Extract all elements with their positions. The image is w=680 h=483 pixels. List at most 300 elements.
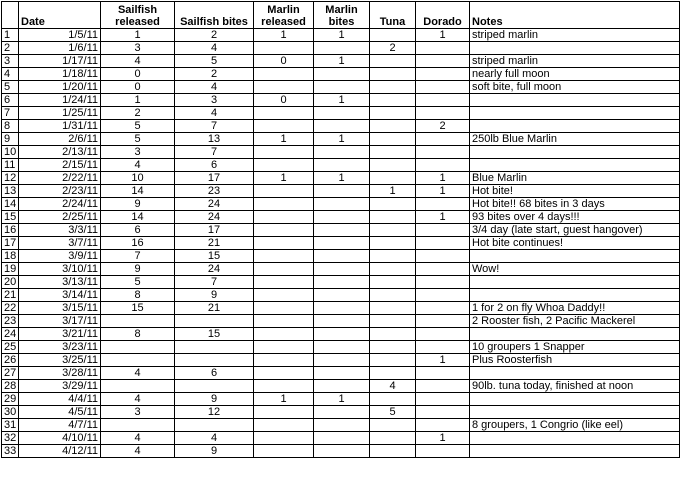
marlin-bites-cell [314,302,370,315]
table-row [2,419,680,432]
date-cell: 3/3/11 [19,224,101,237]
marlin-bites-cell [314,380,370,393]
sailfish-bites-cell: 7 [175,276,254,289]
header-sailfish-bites: Sailfish bites [175,2,254,29]
date-cell: 3/10/11 [19,263,101,276]
date-cell: 1/18/11 [19,68,101,81]
tuna-cell [370,94,416,107]
sailfish-bites-cell: 24 [175,211,254,224]
sailfish-released-cell: 4 [101,432,175,445]
dorado-cell [416,445,470,458]
dorado-cell: 1 [416,185,470,198]
date-cell: 1/6/11 [19,42,101,55]
notes-cell: 2 Rooster fish, 2 Pacific Mackerel [470,315,680,328]
header-dorado: Dorado [416,2,470,29]
table-row [2,354,680,367]
sailfish-released-cell: 4 [101,159,175,172]
row-number: 14 [2,198,19,211]
marlin-released-cell [254,211,314,224]
notes-cell [470,250,680,263]
table-row [2,198,680,211]
dorado-cell: 2 [416,120,470,133]
tuna-cell [370,432,416,445]
dorado-cell [416,237,470,250]
marlin-bites-cell: 1 [314,55,370,68]
marlin-bites-cell [314,354,370,367]
row-number: 9 [2,133,19,146]
table-row [2,406,680,419]
sailfish-released-cell: 8 [101,289,175,302]
dorado-cell [416,302,470,315]
tuna-cell [370,393,416,406]
marlin-released-cell: 0 [254,55,314,68]
dorado-cell [416,224,470,237]
table-row [2,250,680,263]
marlin-bites-cell [314,289,370,302]
sailfish-released-cell: 5 [101,120,175,133]
row-number: 1 [2,29,19,42]
sailfish-bites-cell: 9 [175,289,254,302]
dorado-cell [416,341,470,354]
notes-cell [470,393,680,406]
header-notes: Notes [470,2,680,29]
table-row [2,146,680,159]
table-row [2,42,680,55]
sailfish-released-cell: 8 [101,328,175,341]
row-number: 22 [2,302,19,315]
notes-cell: Hot bite!! 68 bites in 3 days [470,198,680,211]
tuna-cell [370,55,416,68]
marlin-bites-cell [314,68,370,81]
table-row [2,120,680,133]
marlin-bites-cell: 1 [314,133,370,146]
dorado-cell [416,159,470,172]
dorado-cell [416,250,470,263]
date-cell: 3/28/11 [19,367,101,380]
sailfish-bites-cell: 4 [175,107,254,120]
marlin-bites-cell [314,146,370,159]
date-cell: 3/9/11 [19,250,101,263]
notes-cell: 250lb Blue Marlin [470,133,680,146]
tuna-cell [370,120,416,133]
marlin-released-cell [254,42,314,55]
table-row [2,276,680,289]
header-sailfish-released: Sailfish released [101,2,175,29]
date-cell: 1/25/11 [19,107,101,120]
marlin-released-cell [254,445,314,458]
row-number: 7 [2,107,19,120]
date-cell: 3/23/11 [19,341,101,354]
tuna-cell [370,211,416,224]
date-cell: 3/7/11 [19,237,101,250]
dorado-cell [416,107,470,120]
sailfish-released-cell: 15 [101,302,175,315]
sailfish-bites-cell: 21 [175,302,254,315]
tuna-cell [370,263,416,276]
date-cell: 3/17/11 [19,315,101,328]
dorado-cell: 1 [416,29,470,42]
sailfish-bites-cell: 21 [175,237,254,250]
marlin-released-cell [254,328,314,341]
notes-cell [470,445,680,458]
sailfish-released-cell: 0 [101,81,175,94]
sailfish-released-cell: 5 [101,276,175,289]
date-cell: 2/25/11 [19,211,101,224]
marlin-bites-cell [314,263,370,276]
notes-cell: Hot bite! [470,185,680,198]
sailfish-released-cell: 1 [101,29,175,42]
row-number: 15 [2,211,19,224]
marlin-bites-cell: 1 [314,393,370,406]
marlin-released-cell [254,185,314,198]
table-row [2,159,680,172]
notes-cell: 3/4 day (late start, guest hangover) [470,224,680,237]
table-row [2,185,680,198]
dorado-cell [416,289,470,302]
sailfish-released-cell: 7 [101,250,175,263]
sailfish-bites-cell: 4 [175,42,254,55]
sailfish-bites-cell: 7 [175,120,254,133]
sailfish-released-cell: 9 [101,263,175,276]
notes-cell: 8 groupers, 1 Congrio (like eel) [470,419,680,432]
table-row [2,315,680,328]
row-number: 20 [2,276,19,289]
dorado-cell [416,81,470,94]
marlin-released-cell [254,81,314,94]
marlin-released-cell [254,237,314,250]
table-row [2,328,680,341]
date-cell: 4/12/11 [19,445,101,458]
sailfish-released-cell: 1 [101,94,175,107]
table-row [2,172,680,185]
tuna-cell [370,419,416,432]
notes-cell: Blue Marlin [470,172,680,185]
dorado-cell [416,419,470,432]
tuna-cell [370,81,416,94]
notes-cell [470,107,680,120]
date-cell: 2/23/11 [19,185,101,198]
marlin-released-cell [254,367,314,380]
marlin-released-cell [254,120,314,133]
row-number: 8 [2,120,19,133]
marlin-released-cell [254,406,314,419]
sailfish-bites-cell: 2 [175,68,254,81]
date-cell: 1/31/11 [19,120,101,133]
sailfish-released-cell: 10 [101,172,175,185]
tuna-cell [370,29,416,42]
marlin-bites-cell: 1 [314,94,370,107]
header-marlin-released: Marlin released [254,2,314,29]
dorado-cell [416,68,470,81]
row-number: 6 [2,94,19,107]
fishing-log-table [1,1,680,458]
dorado-cell: 1 [416,172,470,185]
row-number: 12 [2,172,19,185]
marlin-released-cell: 0 [254,94,314,107]
dorado-cell [416,198,470,211]
sailfish-bites-cell: 5 [175,55,254,68]
sailfish-bites-cell: 9 [175,393,254,406]
sailfish-released-cell: 4 [101,55,175,68]
table-row [2,29,680,42]
marlin-bites-cell [314,120,370,133]
tuna-cell: 5 [370,406,416,419]
marlin-released-cell [254,263,314,276]
tuna-cell [370,341,416,354]
tuna-cell [370,289,416,302]
marlin-bites-cell [314,250,370,263]
sailfish-bites-cell [175,380,254,393]
notes-cell: Plus Roosterfish [470,354,680,367]
row-number: 33 [2,445,19,458]
notes-cell: striped marlin [470,29,680,42]
dorado-cell [416,367,470,380]
row-number: 19 [2,263,19,276]
marlin-released-cell [254,341,314,354]
tuna-cell [370,237,416,250]
table-row [2,445,680,458]
sailfish-released-cell: 2 [101,107,175,120]
row-number: 18 [2,250,19,263]
row-number: 4 [2,68,19,81]
date-cell: 1/24/11 [19,94,101,107]
marlin-bites-cell [314,276,370,289]
marlin-bites-cell [314,328,370,341]
notes-cell [470,328,680,341]
tuna-cell [370,445,416,458]
sailfish-released-cell [101,380,175,393]
date-cell: 3/29/11 [19,380,101,393]
notes-cell [470,367,680,380]
sailfish-released-cell [101,315,175,328]
marlin-bites-cell [314,419,370,432]
dorado-cell [416,94,470,107]
table-row [2,68,680,81]
dorado-cell [416,328,470,341]
table-row [2,302,680,315]
sailfish-bites-cell: 15 [175,250,254,263]
table-row [2,107,680,120]
marlin-released-cell [254,302,314,315]
row-number: 31 [2,419,19,432]
table-row [2,393,680,406]
dorado-cell [416,315,470,328]
notes-cell [470,432,680,445]
marlin-bites-cell [314,432,370,445]
marlin-released-cell: 1 [254,29,314,42]
row-number: 17 [2,237,19,250]
marlin-bites-cell [314,107,370,120]
sailfish-bites-cell: 2 [175,29,254,42]
date-cell: 3/15/11 [19,302,101,315]
tuna-cell [370,315,416,328]
date-cell: 3/13/11 [19,276,101,289]
marlin-released-cell [254,146,314,159]
sailfish-released-cell: 3 [101,406,175,419]
marlin-released-cell [254,315,314,328]
row-number: 5 [2,81,19,94]
marlin-bites-cell [314,198,370,211]
marlin-released-cell: 1 [254,133,314,146]
notes-cell [470,406,680,419]
marlin-bites-cell: 1 [314,29,370,42]
table-row [2,237,680,250]
sailfish-bites-cell: 24 [175,263,254,276]
table-row [2,432,680,445]
table-row [2,224,680,237]
tuna-cell [370,133,416,146]
marlin-bites-cell [314,159,370,172]
sailfish-released-cell: 14 [101,211,175,224]
notes-cell: Hot bite continues! [470,237,680,250]
marlin-released-cell [254,380,314,393]
tuna-cell [370,367,416,380]
table-row [2,81,680,94]
tuna-cell [370,146,416,159]
notes-cell [470,276,680,289]
sailfish-bites-cell: 17 [175,224,254,237]
row-number: 10 [2,146,19,159]
marlin-bites-cell [314,224,370,237]
dorado-cell [416,406,470,419]
date-cell: 2/13/11 [19,146,101,159]
sailfish-bites-cell [175,419,254,432]
dorado-cell [416,55,470,68]
dorado-cell: 1 [416,354,470,367]
header-date: Date [19,2,101,29]
sailfish-released-cell: 3 [101,146,175,159]
notes-cell [470,146,680,159]
marlin-released-cell: 1 [254,393,314,406]
marlin-released-cell [254,289,314,302]
row-number: 11 [2,159,19,172]
marlin-bites-cell [314,185,370,198]
marlin-bites-cell [314,341,370,354]
notes-cell: nearly full moon [470,68,680,81]
sailfish-released-cell: 4 [101,393,175,406]
tuna-cell [370,68,416,81]
header-row-number [2,2,19,29]
sailfish-bites-cell [175,354,254,367]
marlin-bites-cell [314,42,370,55]
notes-cell [470,159,680,172]
sailfish-bites-cell: 6 [175,159,254,172]
sailfish-released-cell [101,341,175,354]
sailfish-bites-cell: 3 [175,94,254,107]
tuna-cell [370,250,416,263]
row-number: 30 [2,406,19,419]
sailfish-released-cell [101,354,175,367]
tuna-cell: 4 [370,380,416,393]
sailfish-bites-cell: 6 [175,367,254,380]
marlin-released-cell [254,68,314,81]
notes-cell [470,94,680,107]
dorado-cell [416,393,470,406]
date-cell: 1/20/11 [19,81,101,94]
notes-cell [470,289,680,302]
date-cell: 4/4/11 [19,393,101,406]
date-cell: 3/25/11 [19,354,101,367]
date-cell: 4/7/11 [19,419,101,432]
row-number: 25 [2,341,19,354]
dorado-cell [416,146,470,159]
date-cell: 4/10/11 [19,432,101,445]
date-cell: 1/5/11 [19,29,101,42]
date-cell: 2/15/11 [19,159,101,172]
marlin-released-cell [254,107,314,120]
sailfish-bites-cell: 24 [175,198,254,211]
notes-cell [470,42,680,55]
header-marlin-bites: Marlin bites [314,2,370,29]
row-number: 16 [2,224,19,237]
date-cell: 2/24/11 [19,198,101,211]
row-number: 2 [2,42,19,55]
row-number: 23 [2,315,19,328]
table-body [2,29,680,458]
tuna-cell [370,276,416,289]
row-number: 24 [2,328,19,341]
sailfish-bites-cell: 15 [175,328,254,341]
sailfish-released-cell: 4 [101,445,175,458]
tuna-cell [370,224,416,237]
sailfish-bites-cell: 7 [175,146,254,159]
sailfish-released-cell: 16 [101,237,175,250]
tuna-cell [370,354,416,367]
sailfish-released-cell: 6 [101,224,175,237]
sailfish-released-cell: 4 [101,367,175,380]
header-row [2,2,680,29]
sailfish-bites-cell: 4 [175,432,254,445]
marlin-released-cell [254,250,314,263]
tuna-cell [370,198,416,211]
marlin-released-cell [254,432,314,445]
marlin-bites-cell [314,237,370,250]
date-cell: 4/5/11 [19,406,101,419]
marlin-bites-cell [314,445,370,458]
date-cell: 3/14/11 [19,289,101,302]
date-cell: 1/17/11 [19,55,101,68]
sailfish-released-cell: 5 [101,133,175,146]
marlin-released-cell [254,276,314,289]
marlin-released-cell [254,419,314,432]
row-number: 26 [2,354,19,367]
row-number: 3 [2,55,19,68]
sailfish-released-cell: 14 [101,185,175,198]
tuna-cell: 2 [370,42,416,55]
marlin-bites-cell [314,315,370,328]
marlin-bites-cell: 1 [314,172,370,185]
notes-cell: Wow! [470,263,680,276]
notes-cell: soft bite, full moon [470,81,680,94]
sailfish-bites-cell: 4 [175,81,254,94]
marlin-released-cell [254,224,314,237]
dorado-cell: 1 [416,432,470,445]
table-row [2,289,680,302]
notes-cell: 10 groupers 1 Snapper [470,341,680,354]
row-number: 32 [2,432,19,445]
notes-cell: 1 for 2 on fly Whoa Daddy!! [470,302,680,315]
sailfish-released-cell: 9 [101,198,175,211]
row-number: 13 [2,185,19,198]
table-row [2,341,680,354]
sailfish-bites-cell: 12 [175,406,254,419]
sailfish-released-cell: 3 [101,42,175,55]
dorado-cell [416,380,470,393]
marlin-bites-cell [314,211,370,224]
marlin-bites-cell [314,406,370,419]
date-cell: 3/21/11 [19,328,101,341]
sailfish-released-cell: 0 [101,68,175,81]
